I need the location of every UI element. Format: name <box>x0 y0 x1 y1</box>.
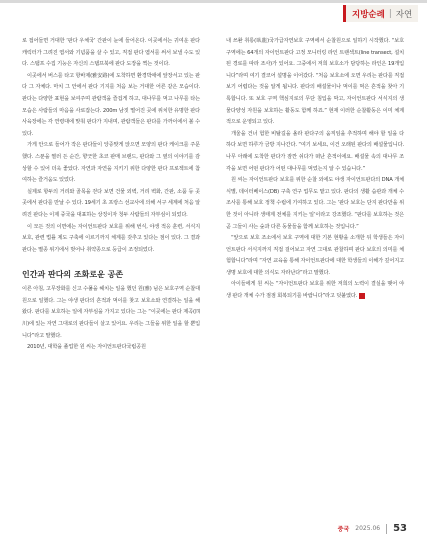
body-paragraph: 2010년, 대학을 졸업한 원 씨는 자이언트판다국립공원 <box>27 344 146 351</box>
page-number: 53 <box>393 523 407 534</box>
left-column <box>22 36 200 354</box>
issue-date: 2025.06 <box>355 525 381 532</box>
right-column <box>226 36 404 303</box>
top-rule <box>0 0 427 3</box>
body-paragraph: 로 접어들면 거대한 ‘판다 우체국’ 간판이 눈에 들어온다. 이곳에서는 귀여운 판다 캐릭터가 그려진 엽서와 기념품을 살 수 있고, 직접 판다 엽서를 써서 보낼 수도 있다. 스탬프 수집 기능은 자신의 스탬프북에 판다 도장을 찍는 것이다. <box>22 38 200 68</box>
section-title: 지방순례 <box>352 9 385 20</box>
body-paragraph: 이곳에서 버스를 타고 항바제(雅安路)에 도착하면 환경박애에 앞장서고 있는 판다 그 자체다. 마치 그 안에서 판다 기지를 처음 보는 거대한 어른 같은 모습이다. 판다는 다양한 표현을 보여주며 관람객을 즐겁게 하고, 대나무를 먹고 나무를 타는 모습은 사람들의 마음을 사로잡는다. 200m 남짓 떨어진 곳에 위치한 유명한 판다 사육장에는 각 연령대에 맞춰 판다가 지내며, 관람객들은 판다를 가까이에서 볼 수 있다. <box>22 72 200 137</box>
body-paragraph: 이른 아침, 고무장화를 신고 수풀을 헤치는 일을 했던 원(雅) 님은 보호구역 순찰대원으로 일했다. 그는 야생 판다의 흔적과 먹이를 찾고 보호소와 연결하는 일을 해왔다. 판다를 보호하는 일에 자부심을 가지고 있다는 그는 “이곳에는 판다 제곡(四川)에 있는 자연 그대로의 판다들이 살고 있어요. 우리는 그들을 위한 일을 할 뿐입니다”라고 말했다. <box>22 286 200 339</box>
body-paragraph: 가게 안으로 들어가 작은 판다들이 앙증맞게 앉으면 모양의 판다 케이크를 주문했다. 스푼을 찔러 든 순간, 향긋한 초코 판매 브랜드, 판다와 그 옆의 이야기를 감상할 수 있어 더욱 좋았다. 자연과 자연을 지키기 위한 다양한 판다 프로젝트에 참여하는 즐거움도 있었다. <box>22 142 200 184</box>
body-paragraph: 개울을 건너 험한 비탈길을 올라 판다구의 움직임을 추적하며 해야 할 일을 다 하다 보면 하루가 금방 지나간다. “여기 보세요, 이건 오래된 판다의 배설물입니다. 나무 아래에 도착한 판다가 잠깐 쉬다가 떠난 흔적이에요. 배설물 속의 대나무 조각을 보면 어떤 판다가 어떤 대나무를 먹었는지 알 수 있습니다.” <box>226 130 404 172</box>
footer-separator <box>386 524 387 534</box>
closing-paragraph-text: 아이들에게 원 씨는 “자이언트판다 보호를 위한 저희의 노력이 결실을 맺어 야생 판다 개체 수가 점점 회복되기를 바랍니다”라고 덧붙였다. <box>226 281 404 300</box>
body-paragraph: 내 쓰촨 취롱(臥龍)국가급자연보호 구역에서 순찰원으로 일하기 시작했다. “보호 구역에는 64개의 자이언트판다 고정 모니터링 라인 트랜섹트(line transect, 설치된 경로를 따라 조사)가 있어요. 그중에서 저희 보호소가 담당하는 라인은 19개입니다”라며 여기 결코어 설명을 이어갔다. “처음 보호소에 오면 우리는 판다를 직접 보기 어렵다는 것을 알게 됩니다. 판다의 배설물이나 먹이를 먹은 흔적을 찾아 기록합니다. 또 보호 구역 핵심지로의 무단 침입을 막고, 자이언트판다 서식지의 생물다양성 자원을 보호하는 활동도 함께 하죠.” 현재 이러한 순찰활동은 이미 체계적으로 운영되고 있다. <box>226 38 404 126</box>
body-paragraph: 실제로 항두의 거리와 골목을 걷다 보면 건물 외벽, 거리 벽화, 간판, 소품 등 곳곳에서 판다를 만날 수 있다. 19세기 초 프랑스 선교사에 의해 서구 세계에 처음 알려진 판다는 이제 중국을 대표하는 상징이자 청두 사람들의 자부심이 되었다. <box>22 188 200 218</box>
body-paragraph <box>226 279 404 302</box>
body-paragraph: 원 씨는 자이언트판다 보호를 위한 순찰 외에도 야생 자이언트판다의 DNA 개체 식별, 데이터베이스(DB) 구축 연구 업무도 맡고 있다. 판다의 생활 습관과 개체 수 조사를 통해 보호 정책 수립에 기여하고 있다. 그는 ‘판다 보호는 단지 판다만을 위한 것이 아니라 생태계 전체를 지키는 일’이라고 강조했다. “판다를 보호하는 것은 곧 그들이 사는 숲과 다른 동물들을 함께 보호하는 것입니다.” <box>226 177 404 230</box>
magazine-brand: 중국 <box>337 526 350 533</box>
section-divider: | <box>388 8 392 19</box>
page-footer <box>338 523 407 534</box>
section-tab <box>343 5 418 22</box>
body-paragraph: 이 모든 것의 이면에는 자이언트판다 보호를 위해 번식, 야생 적응 훈련, 서식지 보호, 관련 법률 제도 구축에 이르기까지 체계를 갖추고 있다는 점이 있다. 그 결과 판다는 멸종 위기에서 벗어나 취약종으로 등급이 조정되었다. <box>22 223 200 253</box>
section-subheading: 인간과 판다의 조화로운 공존 <box>22 270 124 280</box>
body-paragraph: “앞으로 보호 조소에서 보호 구역에 대한 기본 현황을 소개한 뒤 학생들은 자이언트판다 서식지까지 직접 걸어보고 자연 그대로 관찰하며 판다 보호의 의미를 체험합니다”라며 “자연 교육을 통해 자이언트판다에 대한 학생들의 이해가 깊어지고 생명 보호에 대한 의식도 자라난다”라고 말했다. <box>226 235 404 276</box>
section-subtitle: 자연 <box>395 9 413 20</box>
end-mark-icon <box>359 293 365 299</box>
